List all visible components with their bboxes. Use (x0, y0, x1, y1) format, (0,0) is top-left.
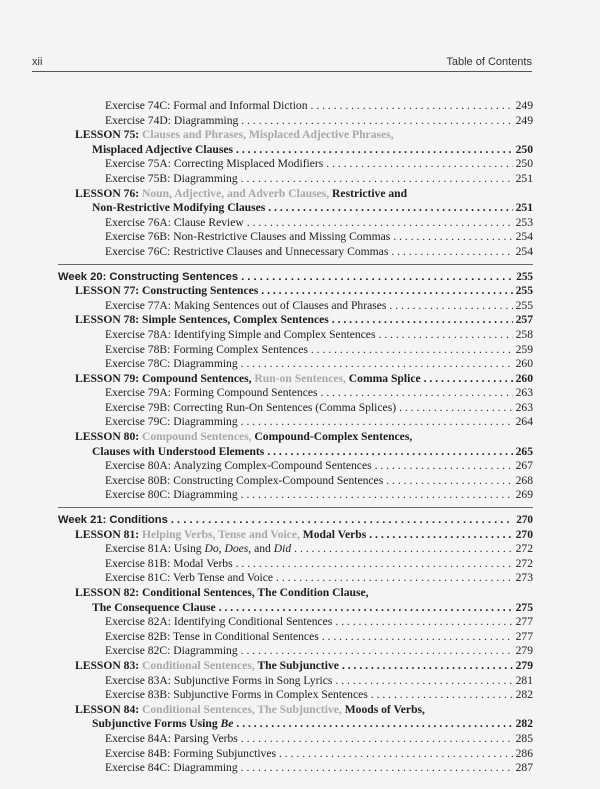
toc-week-entry[interactable] (58, 270, 533, 285)
toc-exercise-entry[interactable] (58, 732, 533, 747)
dot-leader (241, 270, 513, 285)
dot-leader (268, 201, 512, 216)
entry-page-number: 251 (515, 201, 533, 215)
dot-leader (322, 630, 513, 645)
toc-exercise-entry[interactable] (58, 644, 533, 659)
toc-exercise-entry[interactable] (58, 401, 533, 416)
entry-label: Exercise 83A: Subjunctive Forms in Song Lyrics (105, 673, 333, 687)
dot-leader (342, 659, 513, 674)
toc-exercise-entry[interactable] (58, 357, 533, 372)
dot-leader (241, 644, 513, 659)
entry-label: Exercise 84C: Diagramming (105, 761, 238, 775)
dot-leader (311, 343, 513, 358)
entry-page-number: 272 (515, 542, 533, 556)
faded-lesson-text: Clauses and Phrases, Misplaced Adjective Phrases, (142, 128, 394, 142)
toc-lesson-entry[interactable] (58, 430, 533, 445)
toc-exercise-entry[interactable] (58, 488, 533, 503)
toc-exercise-entry[interactable] (58, 230, 533, 245)
entry-page-number: 272 (515, 556, 533, 570)
toc-lesson-continuation[interactable] (58, 143, 533, 158)
toc-lesson-entry[interactable] (58, 372, 533, 387)
entry-label: Exercise 78C: Diagramming (105, 357, 238, 371)
toc-exercise-entry[interactable] (58, 761, 533, 776)
toc-exercise-entry[interactable] (58, 245, 533, 260)
entry-label: Exercise 75A: Correcting Misplaced Modifiers (105, 157, 324, 171)
entry-label: LESSON 77: Constructing Sentences (75, 284, 259, 298)
toc-exercise-entry[interactable] (58, 216, 533, 231)
entry-label: Exercise 80B: Constructing Complex-Compound Sentences (105, 473, 384, 487)
entry-label: Exercise 81B: Modal Verbs (105, 556, 233, 570)
dot-leader (294, 542, 512, 557)
entry-label: Misplaced Adjective Clauses (92, 142, 234, 156)
entry-label: Exercise 79B: Correcting Run-On Sentences (Comma Splices) (105, 400, 397, 414)
entry-label: Subjunctive Forms Using Be (92, 717, 234, 731)
toc-exercise-entry[interactable] (58, 557, 533, 572)
entry-label: Exercise 80A: Analyzing Complex-Compound Sentences (105, 459, 372, 473)
faded-lesson-text: Conditional Sentences, The Subjunctive, (142, 702, 342, 716)
entry-page-number: 259 (515, 342, 533, 356)
dot-leader (241, 415, 513, 430)
entry-page-number: 268 (515, 473, 533, 487)
entry-label: LESSON 82: Conditional Sentences, The Condition Clause, (75, 586, 369, 599)
entry-page-number: 281 (515, 673, 533, 687)
toc-lesson-continuation[interactable] (58, 445, 533, 460)
dot-leader (241, 357, 513, 372)
faded-lesson-text: Noun, Adjective, and Adverb Clauses, (142, 186, 330, 200)
dot-leader (326, 157, 512, 172)
dot-leader (171, 513, 513, 528)
entry-page-number: 260 (515, 371, 533, 385)
toc-exercise-entry[interactable] (58, 343, 533, 358)
dot-leader (279, 747, 513, 762)
entry-page-number: 265 (515, 444, 533, 458)
entry-page-number: 286 (515, 746, 533, 760)
entry-label: LESSON 76: Noun, Adjective, and Adverb Clauses, Restrictive and (75, 186, 408, 200)
toc-lesson-entry[interactable] (58, 586, 533, 601)
entry-label: Exercise 81C: Verb Tense and Voice (105, 571, 274, 585)
entry-page-number: 287 (515, 761, 533, 775)
entry-page-number: 257 (515, 313, 533, 327)
dot-leader (332, 313, 513, 328)
entry-label: Exercise 81A: Using Do, Does, and Did (105, 542, 292, 556)
faded-lesson-text: Helping Verbs, Tense and Voice, (142, 527, 300, 541)
dot-leader (375, 459, 513, 474)
faded-lesson-text: Run-on Sentences, (254, 371, 346, 385)
dot-leader (321, 386, 513, 401)
faded-lesson-text: Conditional Sentences, (142, 658, 255, 672)
toc-lesson-entry[interactable] (58, 313, 533, 328)
entry-page-number: 251 (515, 171, 533, 185)
entry-page-number: 255 (515, 284, 533, 298)
dot-leader (219, 601, 513, 616)
entry-label: Week 21: Conditions (58, 514, 168, 527)
dot-leader (335, 615, 512, 630)
entry-page-number: 250 (515, 142, 533, 156)
toc-lesson-entry[interactable] (58, 659, 533, 674)
entry-label: LESSON 79: Compound Sentences, Run-on Sentences, Comma Splice (75, 371, 421, 385)
toc-exercise-entry[interactable] (58, 99, 533, 114)
entry-label: LESSON 84: Conditional Sentences, The Subjunctive, Moods of Verbs, (75, 702, 425, 716)
toc-lesson-entry[interactable] (58, 284, 533, 299)
dot-leader (241, 761, 513, 776)
table-of-contents (58, 99, 533, 776)
entry-page-number: 270 (515, 527, 533, 541)
page-number: xii (32, 56, 43, 68)
toc-lesson-entry[interactable] (58, 528, 533, 543)
dot-leader (247, 216, 513, 231)
entry-label: Exercise 82C: Diagramming (105, 644, 238, 658)
entry-label: Exercise 84B: Forming Subjunctives (105, 746, 276, 760)
entry-label: The Consequence Clause (92, 600, 216, 614)
entry-page-number: 263 (515, 386, 533, 400)
section-divider (58, 264, 533, 265)
entry-page-number: 273 (515, 571, 533, 585)
entry-label: Exercise 82A: Identifying Conditional Sentences (105, 615, 333, 629)
entry-page-number: 249 (515, 99, 533, 112)
toc-exercise-entry[interactable] (58, 328, 533, 343)
entry-label: Exercise 83B: Subjunctive Forms in Complex Sentences (105, 688, 368, 702)
entry-label: Exercise 79C: Diagramming (105, 415, 238, 429)
toc-exercise-entry[interactable] (58, 474, 533, 489)
dot-leader (371, 688, 513, 703)
dot-leader (236, 557, 513, 572)
entry-label: Exercise 74D: Diagramming (105, 113, 239, 127)
dot-leader (386, 474, 512, 489)
entry-page-number: 255 (516, 270, 533, 283)
toc-exercise-entry[interactable] (58, 674, 533, 689)
entry-label: Exercise 76A: Clause Review (105, 215, 244, 229)
entry-label: Exercise 79A: Forming Compound Sentences (105, 386, 318, 400)
toc-week-entry[interactable] (58, 513, 533, 528)
entry-label: LESSON 75: Clauses and Phrases, Misplaced Adjective Phrases, (75, 128, 394, 142)
toc-lesson-entry[interactable] (58, 187, 533, 202)
entry-label: Exercise 76B: Non-Restrictive Clauses and Missing Commas (105, 230, 391, 244)
entry-label: LESSON 78: Simple Sentences, Complex Sentences (75, 313, 329, 327)
toc-exercise-entry[interactable] (58, 114, 533, 129)
entry-page-number: 285 (515, 731, 533, 745)
dot-leader (261, 284, 512, 299)
entry-label: Exercise 77A: Making Sentences out of Clauses and Phrases (105, 298, 387, 312)
entry-label: Exercise 80C: Diagramming (105, 488, 238, 502)
toc-exercise-entry[interactable] (58, 615, 533, 630)
toc-exercise-entry[interactable] (58, 747, 533, 762)
entry-label: Exercise 74C: Formal and Informal Diction (105, 99, 308, 112)
entry-page-number: 255 (515, 298, 533, 312)
dot-leader (369, 528, 512, 543)
entry-page-number: 282 (515, 688, 533, 702)
entry-page-number: 264 (515, 415, 533, 429)
entry-page-number: 263 (515, 400, 533, 414)
toc-exercise-entry[interactable] (58, 542, 533, 557)
entry-label: Week 20: Constructing Sentences (58, 270, 239, 283)
entry-page-number: 253 (515, 215, 533, 229)
toc-exercise-entry[interactable] (58, 386, 533, 401)
toc-exercise-entry[interactable] (58, 688, 533, 703)
entry-label: Exercise 78A: Identifying Simple and Complex Sentences (105, 327, 376, 341)
dot-leader (311, 99, 513, 114)
dot-leader (393, 230, 512, 245)
entry-page-number: 250 (515, 157, 533, 171)
entry-label: LESSON 80: Compound Sentences, Compound-Complex Sentences, (75, 430, 413, 444)
dot-leader (424, 372, 513, 387)
dot-leader (378, 328, 512, 343)
entry-label: Exercise 78B: Forming Complex Sentences (105, 342, 308, 356)
entry-page-number: 254 (515, 244, 533, 258)
entry-page-number: 260 (515, 357, 533, 371)
section-divider (58, 507, 533, 508)
dot-leader (399, 401, 513, 416)
dot-leader (391, 245, 512, 260)
toc-lesson-continuation[interactable] (58, 717, 533, 732)
dot-leader (241, 488, 513, 503)
toc-exercise-entry[interactable] (58, 459, 533, 474)
entry-label: LESSON 81: Helping Verbs, Tense and Voice, Modal Verbs (75, 527, 367, 541)
toc-exercise-entry[interactable] (58, 571, 533, 586)
running-title: Table of Contents (446, 56, 532, 68)
entry-page-number: 267 (515, 459, 533, 473)
toc-lesson-continuation[interactable] (58, 201, 533, 216)
running-header (32, 56, 532, 72)
dot-leader (236, 143, 513, 158)
toc-exercise-entry[interactable] (58, 415, 533, 430)
entry-label: Exercise 76C: Restrictive Clauses and Unnecessary Commas (105, 244, 389, 258)
entry-page-number: 275 (515, 600, 533, 614)
entry-page-number: 270 (516, 514, 533, 527)
entry-page-number: 269 (515, 488, 533, 502)
dot-leader (236, 717, 512, 732)
entry-label: Clauses with Understood Elements (92, 444, 265, 458)
entry-label: LESSON 83: Conditional Sentences, The Subjunctive (75, 658, 339, 672)
dot-leader (241, 732, 513, 747)
toc-exercise-entry[interactable] (58, 630, 533, 645)
entry-page-number: 258 (515, 327, 533, 341)
entry-label: Exercise 75B: Diagramming (105, 171, 238, 185)
toc-lesson-entry[interactable] (58, 128, 533, 143)
faded-lesson-text: Compound Sentences, (142, 430, 252, 444)
toc-exercise-entry[interactable] (58, 172, 533, 187)
dot-leader (276, 571, 513, 586)
entry-page-number: 279 (515, 644, 533, 658)
entry-page-number: 282 (515, 717, 533, 731)
dot-leader (241, 114, 512, 129)
dot-leader (241, 172, 513, 187)
dot-leader (335, 674, 512, 689)
toc-exercise-entry[interactable] (58, 299, 533, 314)
entry-page-number: 254 (515, 230, 533, 244)
entry-page-number: 279 (515, 658, 533, 672)
toc-lesson-entry[interactable] (58, 703, 533, 718)
dot-leader (389, 299, 512, 314)
entry-page-number: 249 (515, 113, 533, 127)
entry-label: Exercise 84A: Parsing Verbs (105, 731, 238, 745)
toc-lesson-continuation[interactable] (58, 601, 533, 616)
entry-label: Exercise 82B: Tense in Conditional Sentences (105, 629, 319, 643)
dot-leader (267, 445, 512, 460)
toc-exercise-entry[interactable] (58, 157, 533, 172)
entry-label: Non-Restrictive Modifying Clauses (92, 201, 266, 215)
entry-page-number: 277 (515, 629, 533, 643)
entry-page-number: 277 (515, 615, 533, 629)
